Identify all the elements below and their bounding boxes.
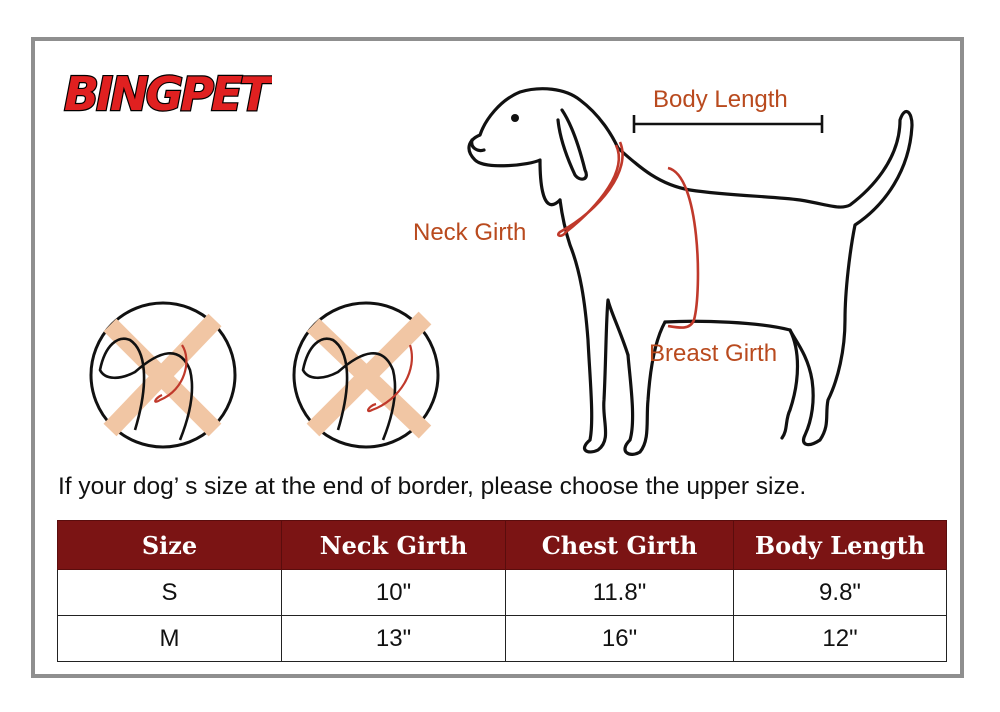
header-chest-girth: Chest Girth <box>506 521 734 570</box>
cell-chest-girth: 16" <box>506 616 734 662</box>
wrong-fit-example-left <box>91 303 235 447</box>
size-table <box>57 520 947 662</box>
header-body-length: Body Length <box>734 521 947 570</box>
cell-neck-girth: 13" <box>282 616 506 662</box>
breast-girth-label: Breast Girth <box>649 340 778 367</box>
logo-text: BINGPET <box>64 67 268 121</box>
body-length-ruler <box>634 115 822 133</box>
header-size: Size <box>58 521 282 570</box>
header-neck-girth: Neck Girth <box>282 521 506 570</box>
measure-lines <box>558 142 698 328</box>
cell-body-length: 9.8" <box>734 570 947 616</box>
cell-body-length: 12" <box>734 616 947 662</box>
cell-chest-girth: 11.8" <box>506 570 734 616</box>
size-advice-note: If your dog’ s size at the end of border, please choose the upper size. <box>58 473 807 500</box>
table-row <box>58 570 947 616</box>
cell-size: M <box>58 616 282 662</box>
body-length-label: Body Length <box>653 86 788 113</box>
dog-outline <box>469 89 912 455</box>
cell-neck-girth: 10" <box>282 570 506 616</box>
size-table-header <box>58 521 947 570</box>
cell-size: S <box>58 570 282 616</box>
table-row <box>58 616 947 662</box>
neck-girth-label: Neck Girth <box>413 219 527 246</box>
wrong-fit-example-right <box>294 303 438 447</box>
